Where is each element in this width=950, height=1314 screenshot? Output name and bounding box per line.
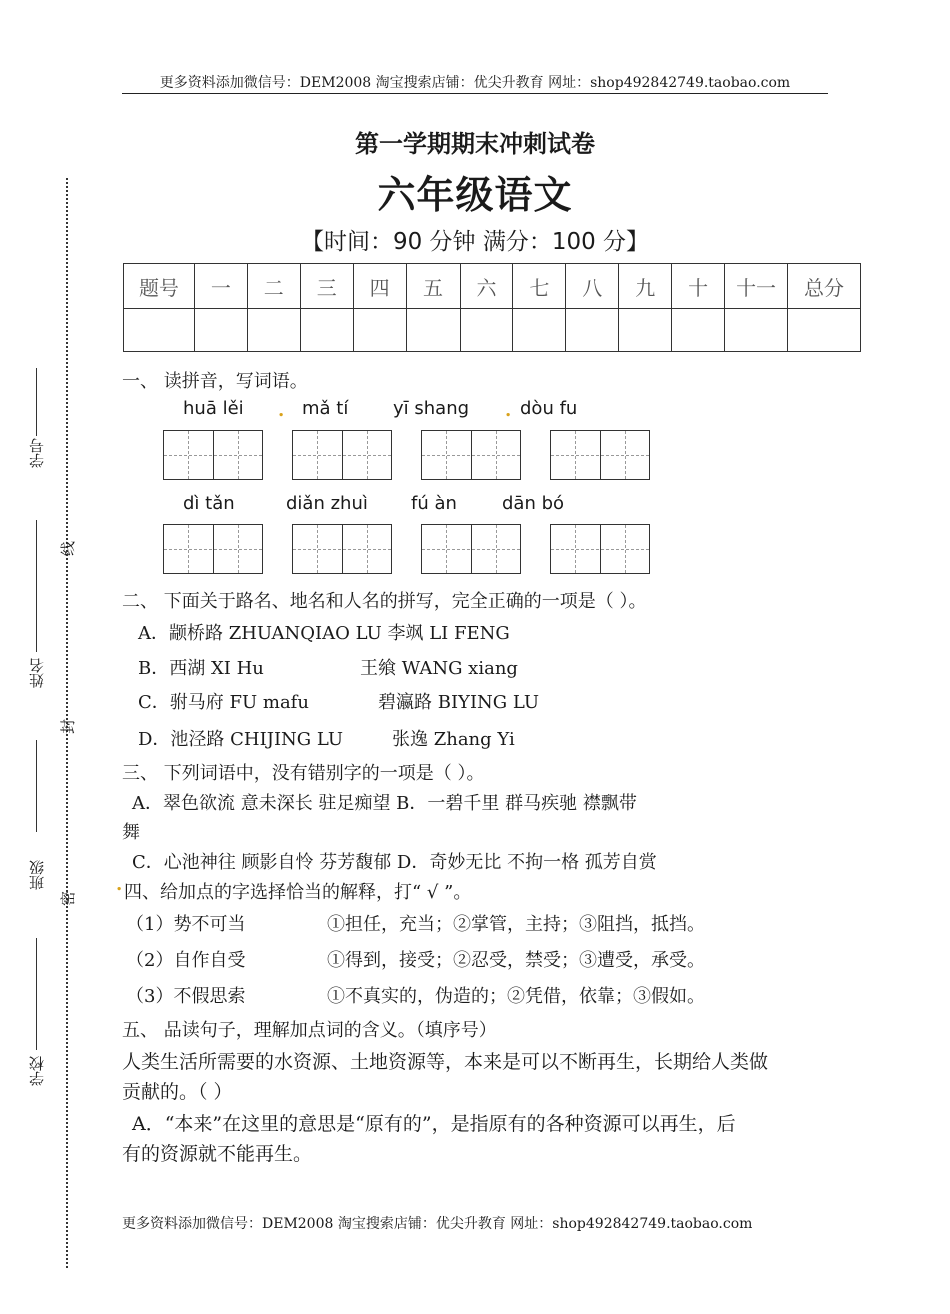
pinyin: diǎn zhuì bbox=[286, 493, 368, 514]
score-header-cell: 十一 bbox=[725, 264, 788, 309]
page-footer: 更多资料添加微信号：DEM2008 淘宝搜索店铺：优尖升教育 网址：shop492842749.taobao.com bbox=[122, 1216, 753, 1232]
score-header-cell: 十 bbox=[672, 264, 725, 309]
q2-option-b[interactable]: B．西湖 XI Hu bbox=[138, 658, 264, 679]
score-input-cell[interactable] bbox=[353, 309, 406, 352]
score-input-cell[interactable] bbox=[406, 309, 460, 352]
score-input-cell[interactable] bbox=[725, 309, 788, 352]
student-no-blank bbox=[36, 368, 37, 436]
accent-dot: . bbox=[278, 400, 285, 421]
score-input-cell[interactable] bbox=[247, 309, 300, 352]
student-no-label: 学号 bbox=[28, 438, 46, 468]
name-blank-top bbox=[36, 520, 37, 652]
pinyin: dān bó bbox=[502, 493, 565, 514]
score-header-cell: 一 bbox=[194, 264, 247, 309]
q4-options[interactable]: ①不真实的，伪造的；②凭借，依靠；③假如。 bbox=[327, 986, 705, 1007]
q2-option-a[interactable]: A．颛桥路 ZHUANQIAO LU 李飒 LI FENG bbox=[138, 623, 510, 644]
q4-options[interactable]: ①得到，接受；②忍受，禁受；③遭受，承受。 bbox=[327, 950, 705, 971]
q2-option-b-name: 王飨 WANG xiang bbox=[360, 658, 518, 679]
subject-title: 六年级语文 bbox=[377, 172, 573, 217]
class-label: 班级 bbox=[28, 860, 46, 890]
score-header-cell: 五 bbox=[406, 264, 460, 309]
accent-dot: . bbox=[505, 400, 512, 421]
q4-options[interactable]: ①担任，充当；②掌管，主持；③阻挡，抵挡。 bbox=[327, 914, 705, 935]
exam-title: 第一学期期末冲刺试卷 bbox=[355, 129, 595, 158]
score-input-cell[interactable] bbox=[619, 309, 672, 352]
q4-word: （2）自作自受 bbox=[126, 950, 246, 971]
score-header-cell: 六 bbox=[460, 264, 513, 309]
time-score-info: 【时间：90 分钟 满分：100 分】 bbox=[300, 229, 650, 255]
q3-title: 三、 下列词语中，没有错别字的一项是（ ）。 bbox=[122, 763, 485, 784]
score-header-cell: 七 bbox=[513, 264, 566, 309]
accent-dot: . bbox=[116, 874, 123, 895]
score-header-cell: 三 bbox=[300, 264, 353, 309]
writing-grid[interactable] bbox=[292, 430, 392, 480]
score-header-cell: 八 bbox=[566, 264, 619, 309]
q2-option-c[interactable]: C．驸马府 FU mafu bbox=[138, 692, 309, 713]
pinyin: mǎ tí bbox=[302, 398, 349, 419]
score-table bbox=[123, 263, 861, 352]
q5-sentence-line2[interactable]: 贡献的。（ ） bbox=[122, 1081, 233, 1103]
q2-option-d-name: 张逸 Zhang Yi bbox=[392, 729, 515, 750]
q2-option-d[interactable]: D．池泾路 CHIJING LU bbox=[138, 729, 344, 750]
q5-title: 五、 品读句子，理解加点词的含义。（填序号） bbox=[122, 1020, 497, 1041]
q1-title: 一、 读拼音，写词语。 bbox=[122, 371, 308, 392]
page-header: 更多资料添加微信号：DEM2008 淘宝搜索店铺：优尖升教育 网址：shop492842749.taobao.com bbox=[159, 75, 791, 91]
q4-word: （1）势不可当 bbox=[126, 914, 246, 935]
q3-options-ab[interactable]: A．翠色欲流 意未深长 驻足痴望 B．一碧千里 群马疾驰 襟飘带 bbox=[132, 793, 637, 814]
school-label: 学校 bbox=[28, 1056, 46, 1086]
score-input-cell[interactable] bbox=[124, 309, 195, 352]
name-label: 姓名 bbox=[28, 658, 46, 688]
score-input-cell[interactable] bbox=[300, 309, 353, 352]
writing-grid[interactable] bbox=[163, 524, 263, 574]
writing-grid[interactable] bbox=[163, 430, 263, 480]
score-header-cell: 总分 bbox=[788, 264, 861, 309]
q2-option-c-road: 碧瀛路 BIYING LU bbox=[378, 692, 540, 713]
score-header-cell: 题号 bbox=[124, 264, 195, 309]
writing-grid[interactable] bbox=[292, 524, 392, 574]
pinyin: huā lěi bbox=[183, 398, 244, 419]
pinyin: dì tǎn bbox=[183, 493, 235, 514]
q4-word: （3）不假思索 bbox=[126, 986, 246, 1007]
score-input-cell[interactable] bbox=[194, 309, 247, 352]
writing-grid[interactable] bbox=[550, 524, 650, 574]
q2-title: 二、 下面关于路名、地名和人名的拼写，完全正确的一项是（ ）。 bbox=[122, 591, 647, 612]
writing-grid[interactable] bbox=[421, 430, 521, 480]
score-input-cell[interactable] bbox=[672, 309, 725, 352]
q4-title: 四、给加点的字选择恰当的解释，打“ √ ”。 bbox=[124, 882, 472, 903]
score-input-cell[interactable] bbox=[513, 309, 566, 352]
score-input-cell[interactable] bbox=[566, 309, 619, 352]
q3-options-ab-wrap: 舞 bbox=[122, 822, 140, 843]
q5-sentence-line1: 人类生活所需要的水资源、土地资源等，本来是可以不断再生，长期给人类做 bbox=[122, 1051, 769, 1073]
q5-option-a-line2: 有的资源就不能再生。 bbox=[122, 1143, 313, 1165]
pinyin: dòu fu bbox=[520, 398, 578, 419]
pinyin: yī shang bbox=[393, 398, 470, 419]
secret-char: 密 bbox=[59, 890, 78, 907]
header-rule bbox=[122, 93, 828, 94]
class-blank bbox=[36, 740, 37, 832]
score-header-cell: 四 bbox=[353, 264, 406, 309]
q5-option-a-line1[interactable]: A．“本来”在这里的意思是“原有的”，是指原有的各种资源可以再生，后 bbox=[132, 1113, 736, 1135]
writing-grid[interactable] bbox=[421, 524, 521, 574]
school-blank bbox=[36, 938, 37, 1050]
pinyin: fú àn bbox=[411, 493, 457, 514]
score-header-cell: 二 bbox=[247, 264, 300, 309]
line-char: 线 bbox=[59, 540, 78, 557]
writing-grid[interactable] bbox=[550, 430, 650, 480]
score-header-cell: 九 bbox=[619, 264, 672, 309]
score-input-cell[interactable] bbox=[460, 309, 513, 352]
score-input-cell[interactable] bbox=[788, 309, 861, 352]
seal-char: 封 bbox=[59, 718, 78, 735]
q3-options-cd[interactable]: C．心池神往 顾影自怜 芬芳馥郁 D．奇妙无比 不拘一格 孤芳自赏 bbox=[132, 852, 657, 873]
